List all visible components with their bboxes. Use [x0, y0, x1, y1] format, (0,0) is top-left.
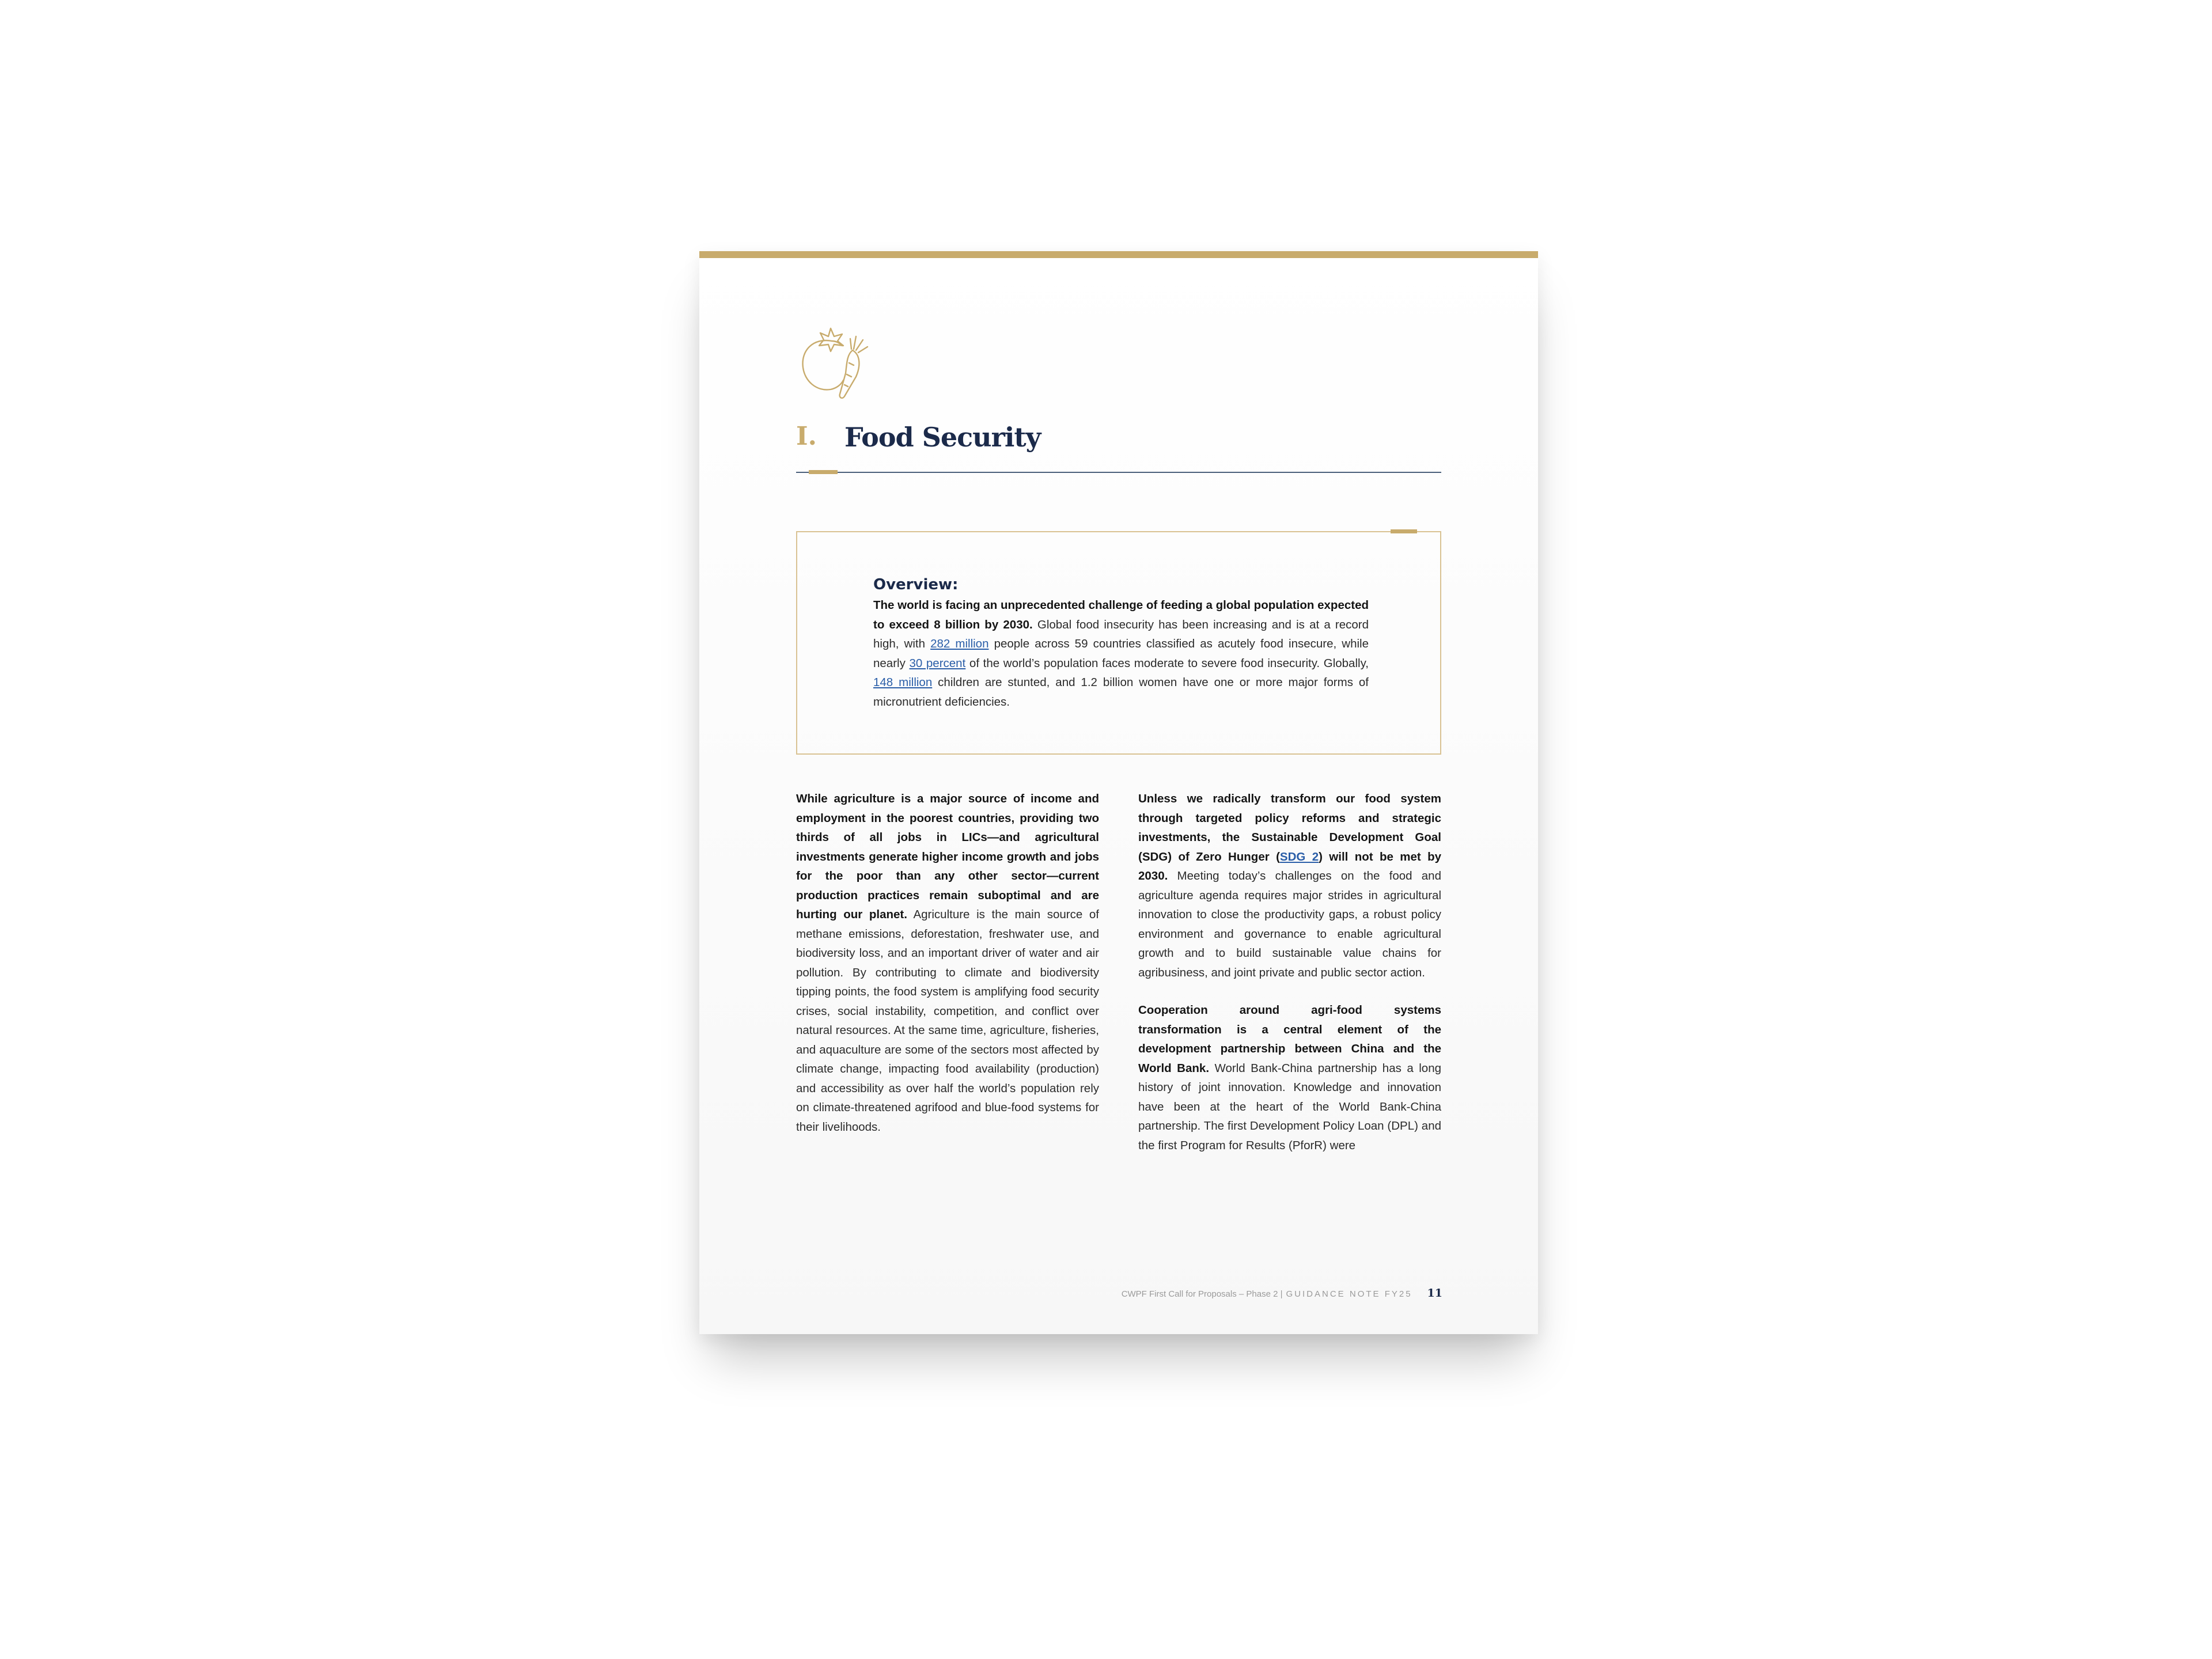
- right-p1-bold-2: ) will not be met by 2030.: [1138, 850, 1441, 882]
- left-bold-lead: While agriculture is a major source of income and employment in the poorest countries, providing two thirds of all jobs in LICs—and agricultural investments generate higher income growth and jobs for the poor than any other sector—current production practices remain suboptimal and are hurting our planet.: [796, 792, 1099, 921]
- overview-title: Overview:: [873, 576, 959, 593]
- heading-divider: [796, 472, 1441, 473]
- overview-box-accent: [1391, 529, 1417, 533]
- link-148-million[interactable]: 148 million: [873, 676, 933, 689]
- overview-content: [873, 576, 1369, 711]
- overview-text-1: Global food insecurity has been increasing and is at a record high, with: [873, 618, 1369, 650]
- page-footer: [1103, 1287, 1442, 1304]
- right-p1-bold-1: Unless we radically transform our food system through targeted policy reforms and strategic investments, the Sustainable Development Goal (SDG) of Zero Hunger (: [1138, 792, 1441, 863]
- page-number: 11: [1427, 1287, 1442, 1300]
- section-number: I.: [796, 422, 817, 451]
- right-p2-text: World Bank-China partnership has a long history of joint innovation. Knowledge and innovation have been at the heart of the World Bank-China partnership. The first Development Policy Loan (DPL) and the first Program for Results (PforR) were: [1138, 1061, 1441, 1152]
- overview-text-3: of the world’s population faces moderate to severe food insecurity. Globally,: [965, 656, 1369, 670]
- heading-divider-accent: [809, 470, 838, 474]
- section-title: Food Security: [844, 422, 1041, 453]
- link-sdg-2[interactable]: SDG 2: [1279, 850, 1319, 863]
- link-282-million[interactable]: 282 million: [930, 637, 989, 650]
- document-page: [699, 251, 1538, 1334]
- overview-text-4: children are stunted, and 1.2 billion women have one or more major forms of micronutrient deficiencies.: [873, 676, 1369, 709]
- tomato-carrot-icon: [796, 320, 877, 401]
- overview-box: [796, 531, 1441, 755]
- right-paragraph-1: [1138, 789, 1441, 982]
- left-text: Agriculture is the main source of methane emissions, deforestation, freshwater use, and biodiversity loss, and an important driver of water and air pollution. By contributing to climate and biodiversity tipping points, the food system is amplifying food security crises, social instability, competition, and conflict over natural resources. At the same time, agriculture, fisheries, and aquaculture are some of the sectors most affected by climate change, impacting food availability (production) and accessibility as over half the world’s population rely on climate-threatened agrifood and blue-food systems for their livelihoods.: [796, 908, 1099, 1134]
- right-column: [1138, 789, 1441, 1155]
- right-p1-text: Meeting today’s challenges on the food and agriculture agenda requires major strides in agricultural innovation to close the productivity gaps, a robust policy environment and governance to enable agricultural growth and to build sustainable value chains for agribusiness, and joint private and public sector action.: [1138, 869, 1441, 979]
- link-30-percent[interactable]: 30 percent: [909, 656, 966, 670]
- right-p2-bold: Cooperation around agri-food systems transformation is a central element of the development partnership between China and the World Bank.: [1138, 1003, 1441, 1075]
- top-accent-bar: [699, 251, 1538, 258]
- overview-bold-lead: The world is facing an unprecedented challenge of feeding a global population expected to exceed 8 billion by 2030.: [873, 599, 1369, 631]
- section-heading: [796, 422, 1441, 468]
- footer-guidance-label: GUIDANCE NOTE FY25: [1286, 1289, 1412, 1299]
- footer-doc-title: CWPF First Call for Proposals – Phase 2 |: [1121, 1289, 1283, 1299]
- left-paragraph: [796, 789, 1099, 1137]
- overview-text-2: people across 59 countries classified as acutely food insecure, while nearly: [873, 637, 1369, 670]
- left-column: [796, 789, 1099, 1137]
- right-paragraph-2: [1138, 1001, 1441, 1155]
- overview-paragraph: [873, 596, 1369, 711]
